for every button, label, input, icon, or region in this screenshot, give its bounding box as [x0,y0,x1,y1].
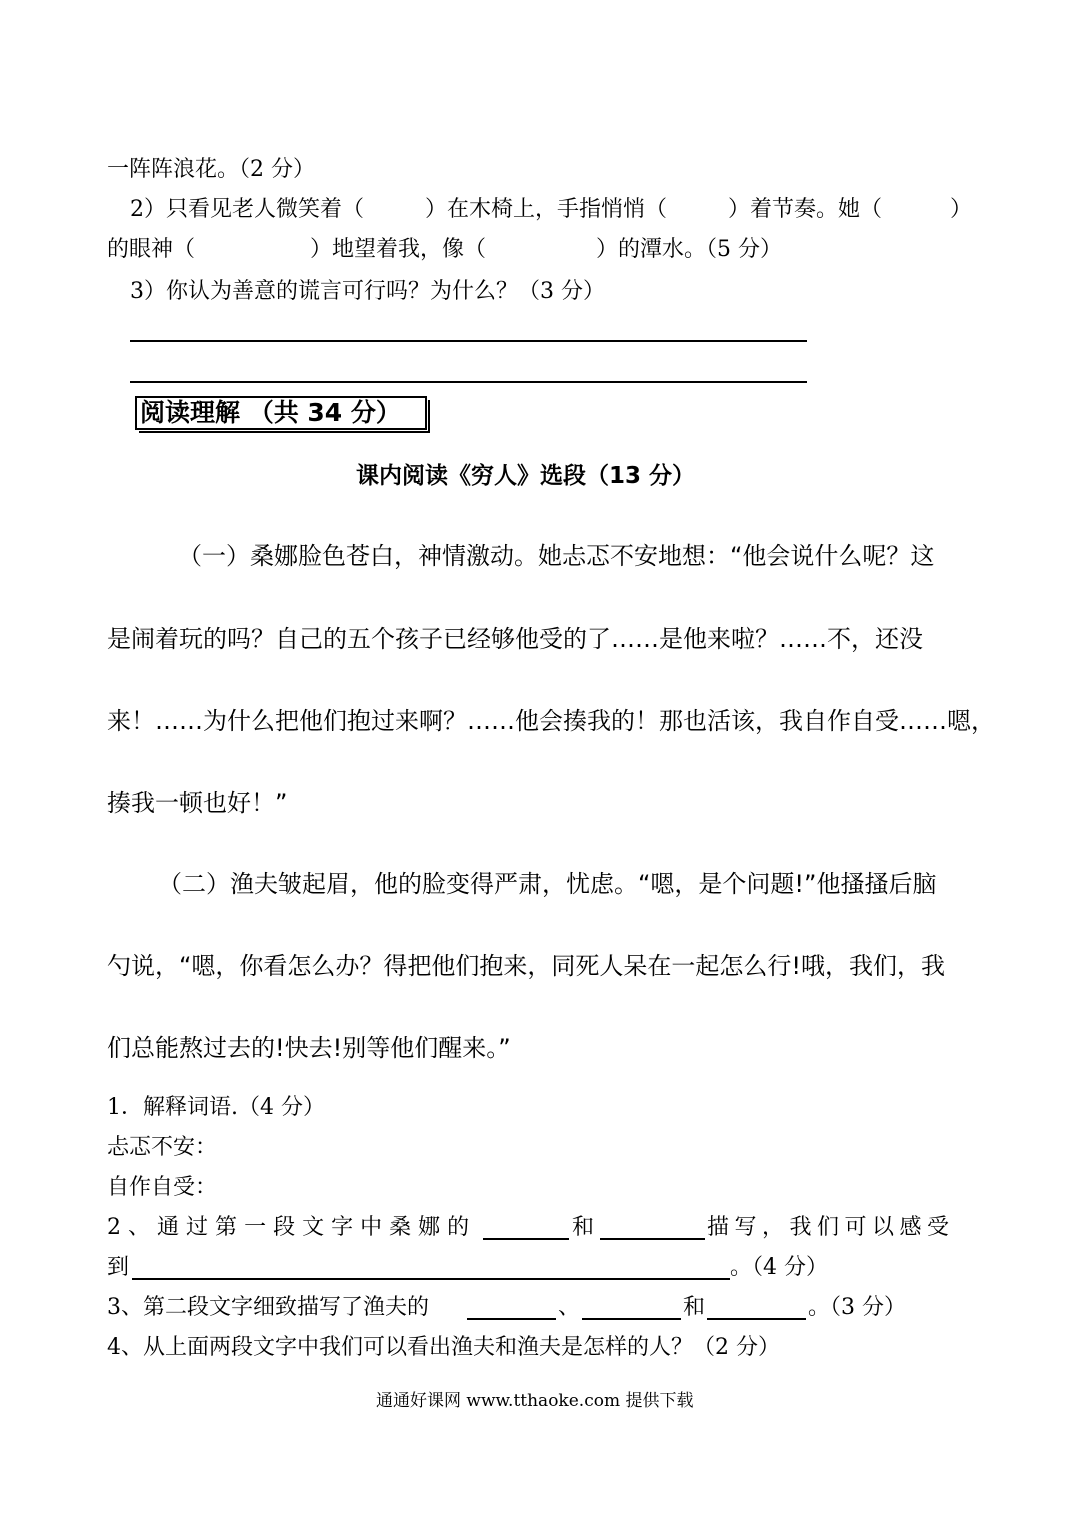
q3-end: 。（3 分） [808,1295,906,1320]
q2-describe: 描写，我们可以感受 [707,1215,955,1240]
prev-q2-text-a: 2）只看见老人微笑着（ [130,197,364,222]
q2-blank-2[interactable] [600,1238,705,1240]
q3-blank-1[interactable] [467,1318,556,1320]
q2-char: 2 [107,1215,121,1240]
q3-prefix: 3、第二段文字细致描写了渔夫的 [107,1295,429,1320]
passage-subtitle: 课内阅读《穷人》选段（13 分） [356,463,696,489]
prev-q2-line1 [130,196,364,224]
q2-char: 娜 [418,1215,441,1240]
q2-line1 [107,1214,482,1242]
passage-p1-line4: 揍我一顿也好！” [107,789,288,817]
q2-line2-b: 。（4 分） [730,1255,828,1280]
prev-q2-line2-c: ）的潭水。（5 分） [596,237,782,262]
q2-char: 第 [215,1215,238,1240]
prev-q2-text-d: ） [950,197,973,222]
prev-q2-line2-b: ）地望着我，像（ [310,237,487,262]
passage-p2-line1: （二）渔夫皱起眉，他的脸变得严肃，忧虑。“嗯，是个问题!”他搔搔后脑 [158,870,937,898]
passage-p2-line3: 们总能熬过去的!快去!别等他们醒来。” [107,1034,511,1062]
q2-blank-3[interactable] [132,1278,730,1280]
prev-q3: 3）你认为善意的谎言可行吗？为什么？（3 分） [130,279,605,304]
prev-q2-text-c: ）着节奏。她（ [728,197,883,222]
prev-q2-line2-a: 的眼神（ [107,237,196,262]
prev-tail-line: 一阵阵浪花。（2 分） [107,157,315,182]
q2-char: 桑 [389,1215,412,1240]
passage-p1-line3: 来！……为什么把他们抱过来啊？……他会揍我的！那也活该，我自作自受……嗯， [107,707,995,735]
q3-and: 和 [683,1295,706,1320]
q1-word2: 自作自受： [107,1175,218,1200]
q3-blank-2[interactable] [582,1318,681,1320]
prev-q2-text-b: ）在木椅上，手指悄悄（ [425,197,668,222]
q2-char: 、 [128,1215,151,1240]
q3-sep: 、 [558,1295,581,1320]
q2-char: 中 [360,1215,383,1240]
q2-char: 的 [447,1215,470,1240]
section-title: 阅读理解 （共 34 分） [140,398,401,427]
answer-line-2[interactable] [130,381,807,383]
passage-p2-line2: 勺说，“嗯，你看怎么办？得把他们抱来，同死人呆在一起怎么行!哦，我们，我 [107,952,946,980]
q1-title: 1．解释词语.（4 分） [107,1095,325,1120]
q2-spread-prefix [107,1214,482,1242]
q2-blank-1[interactable] [483,1238,569,1240]
q3-blank-3[interactable] [707,1318,806,1320]
q2-char: 一 [244,1215,267,1240]
passage-p1-line1: （一）桑娜脸色苍白，神情激动。她忐忑不安地想：“他会说什么呢？这 [178,542,935,570]
passage-p1-line2: 是闹着玩的吗？自己的五个孩子已经够他受的了……是他来啦？……不，还没 [107,625,923,653]
footer-text: 通通好课网 www.tthaoke.com 提供下载 [376,1391,694,1411]
answer-line-1[interactable] [130,340,807,342]
q2-and: 和 [572,1215,595,1240]
q2-char: 字 [331,1215,354,1240]
q2-char: 过 [186,1215,209,1240]
q1-word1: 忐忑不安： [107,1135,218,1160]
q2-char: 文 [302,1215,325,1240]
q4: 4、从上面两段文字中我们可以看出渔夫和渔夫是怎样的人？（2 分） [107,1335,780,1360]
q2-line2-a: 到 [107,1255,130,1280]
q2-char: 通 [157,1215,180,1240]
q2-char: 段 [273,1215,296,1240]
